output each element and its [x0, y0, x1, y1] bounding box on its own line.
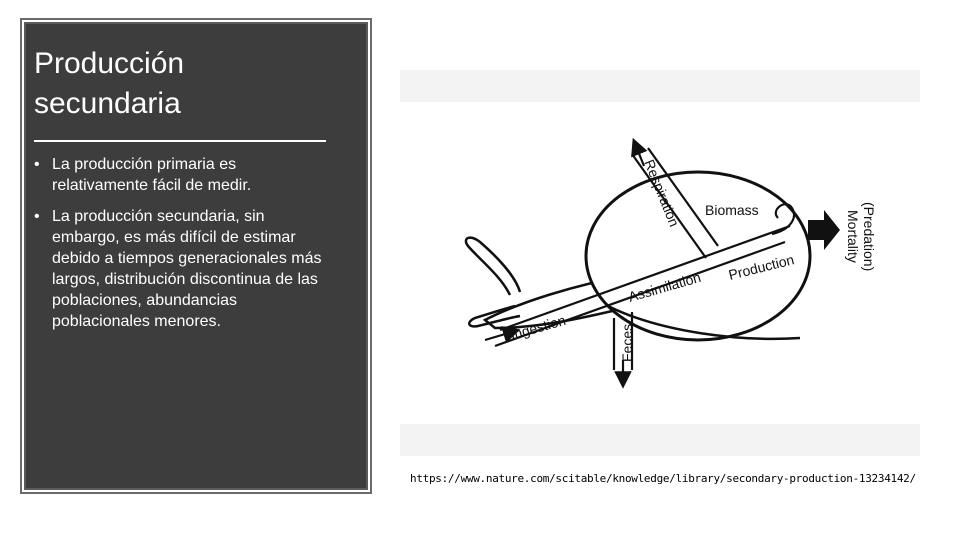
ingestion-label: Ingestion — [508, 311, 568, 343]
snail-upper-tentacle — [466, 238, 520, 295]
mortality-arrow — [808, 210, 840, 250]
bullet-item — [34, 206, 329, 332]
bullet-marker: • — [34, 156, 40, 173]
respiration-label: Respiration — [641, 157, 683, 229]
source-url: https://www.nature.com/scitable/knowledge/library/secondary-production-13234142/ — [410, 472, 916, 485]
biomass-label: Biomass — [705, 202, 759, 218]
bullet-item — [34, 154, 329, 196]
assimilation-label: Assimilation — [626, 268, 703, 305]
bullet-list — [34, 154, 329, 342]
feces-label: Feces — [619, 323, 635, 362]
bullet-marker: • — [34, 208, 40, 225]
ingestion-arrow — [485, 332, 512, 340]
bullet-text: La producción secundaria, sin embargo, es más difícil de estimar debido a tiempos generacionales más largos, distribución discontinua de las poblaciones, abundancias poblacionales menores. — [52, 208, 322, 330]
title-divider — [34, 140, 326, 142]
energy-flow-figure — [400, 70, 920, 458]
title-line-2: secundaria — [34, 87, 181, 120]
production-label: Production — [726, 251, 796, 283]
bullet-text: La producción primaria es relativamente fácil de medir. — [52, 156, 252, 194]
slide-title — [34, 44, 334, 124]
predation-label: (Predation) — [861, 202, 877, 272]
snail-energy-diagram — [400, 70, 920, 458]
title-line-1: Producción — [34, 47, 185, 80]
mortality-label: Mortality — [845, 210, 861, 263]
